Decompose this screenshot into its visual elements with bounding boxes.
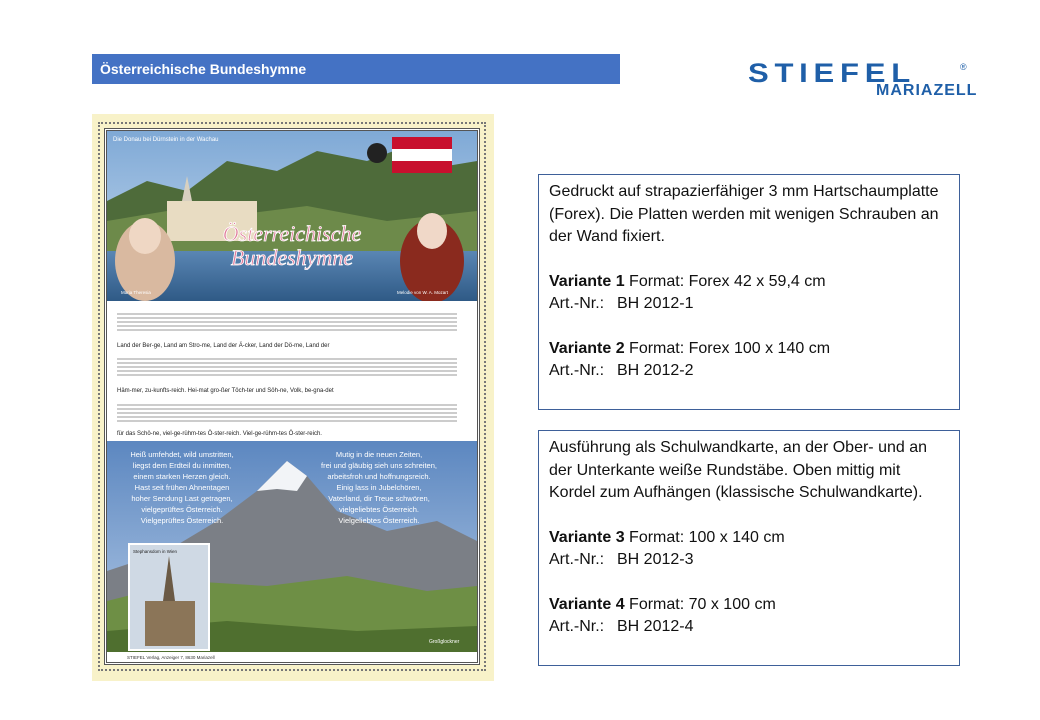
info-box-forex <box>538 174 960 410</box>
svg-text:vielgeprüftes Österreich.: vielgeprüftes Österreich. <box>141 505 223 514</box>
svg-text:Einig lass in Jubelchören,: Einig lass in Jubelchören, <box>336 483 422 492</box>
logo-main-text: STIEFEL <box>748 58 916 88</box>
lyrics-line-2: Häm-mer, zu-kunfts-reich. Hei-mat gro-ßer Töch-ter und Söh-ne, Volk, be-gna-det <box>117 388 334 394</box>
caption-church: Stephansdom in Wien <box>133 549 178 554</box>
poster-title-line1: Österreichische <box>222 221 362 246</box>
box2-variant4: Variante 4 Format: 70 x 100 cm <box>549 595 776 613</box>
logo-registered-mark: ® <box>960 62 967 72</box>
lyrics-line-1: Land der Ber-ge, Land am Stro-me, Land der Ä-cker, Land der Dö-me, Land der <box>117 343 330 349</box>
logo-sub-text: MARIAZELL <box>876 82 978 99</box>
box2-artnr4: Art.-Nr.: BH 2012-4 <box>549 618 694 635</box>
poster-title-line2: Bundeshymne <box>230 245 354 270</box>
svg-text:arbeitsfroh und hoffnungsreich: arbeitsfroh und hoffnungsreich. <box>327 472 431 481</box>
svg-text:hoher Sendung Last getragen,: hoher Sendung Last getragen, <box>131 494 233 503</box>
svg-text:vielgeliebtes Österreich.: vielgeliebtes Österreich. <box>338 505 420 514</box>
lyrics-line-3: für das Schö-ne, viel-ge-rühm-tes Ö-ster-reich. Viel-ge-rühm-tes Ö-ster-reich. <box>117 431 322 437</box>
svg-text:liegst dem Erdteil du inmitten: liegst dem Erdteil du inmitten, <box>132 461 232 470</box>
eagle-emblem <box>367 143 387 163</box>
poster-illustration <box>107 131 477 662</box>
page-title: Österreichische Bundeshymne <box>92 54 620 84</box>
svg-text:Mutig in die neuen Zeiten,: Mutig in die neuen Zeiten, <box>335 450 423 459</box>
svg-text:Vielgeprüftes Österreich.: Vielgeprüftes Österreich. <box>140 516 224 525</box>
poster-image <box>92 114 494 681</box>
poster-footer: STIEFEL Verlag, Anzeiger 7, 8630 Mariazell <box>127 655 215 660</box>
svg-text:einem starken Herzen gleich.: einem starken Herzen gleich. <box>133 472 231 481</box>
svg-text:Hast seit frühen Ahnentagen: Hast seit frühen Ahnentagen <box>134 483 230 492</box>
box1-artnr1: Art.-Nr.: BH 2012-1 <box>549 295 694 312</box>
verse-left <box>130 450 233 525</box>
box1-variant2: Variante 2 Format: Forex 100 x 140 cm <box>549 339 831 357</box>
composer-right: Melodie von W. A. Mozart <box>397 290 449 295</box>
info-box-schulwandkarte <box>538 430 960 666</box>
svg-text:Heiß umfehdet, wild umstritten: Heiß umfehdet, wild umstritten, <box>130 450 234 459</box>
composer-left: Maria Theresia <box>121 290 151 295</box>
box2-intro: Ausführung als Schulwandkarte, an der Ober- und an der Unterkante weiße Rundstäbe. Oben mittig mit Kordel zum Aufhängen (klassische Schulwandkarte). <box>549 439 928 501</box>
box2-variant3: Variante 3 Format: 100 x 140 cm <box>549 528 785 546</box>
box1-intro: Gedruckt auf strapazierfähiger 3 mm Hartschaumplatte (Forex). Die Platten werden mit wenigen Schrauben an der Wand fixiert. <box>549 183 939 245</box>
svg-text:Vaterland, dir Treue schwören,: Vaterland, dir Treue schwören, <box>328 494 430 503</box>
caption-mountain: Großglockner <box>429 639 460 645</box>
box1-variant1: Variante 1 Format: Forex 42 x 59,4 cm <box>549 272 826 290</box>
box2-artnr3: Art.-Nr.: BH 2012-3 <box>549 551 694 568</box>
box1-artnr2: Art.-Nr.: BH 2012-2 <box>549 362 694 379</box>
stiefel-logo <box>748 58 978 108</box>
svg-text:frei und gläubig sieh uns schr: frei und gläubig sieh uns schreiten, <box>321 461 437 470</box>
svg-text:Vielgeliebtes Österreich.: Vielgeliebtes Österreich. <box>338 516 420 525</box>
poster-content <box>104 128 480 665</box>
caption-top: Die Donau bei Dürnstein in der Wachau <box>113 137 219 143</box>
